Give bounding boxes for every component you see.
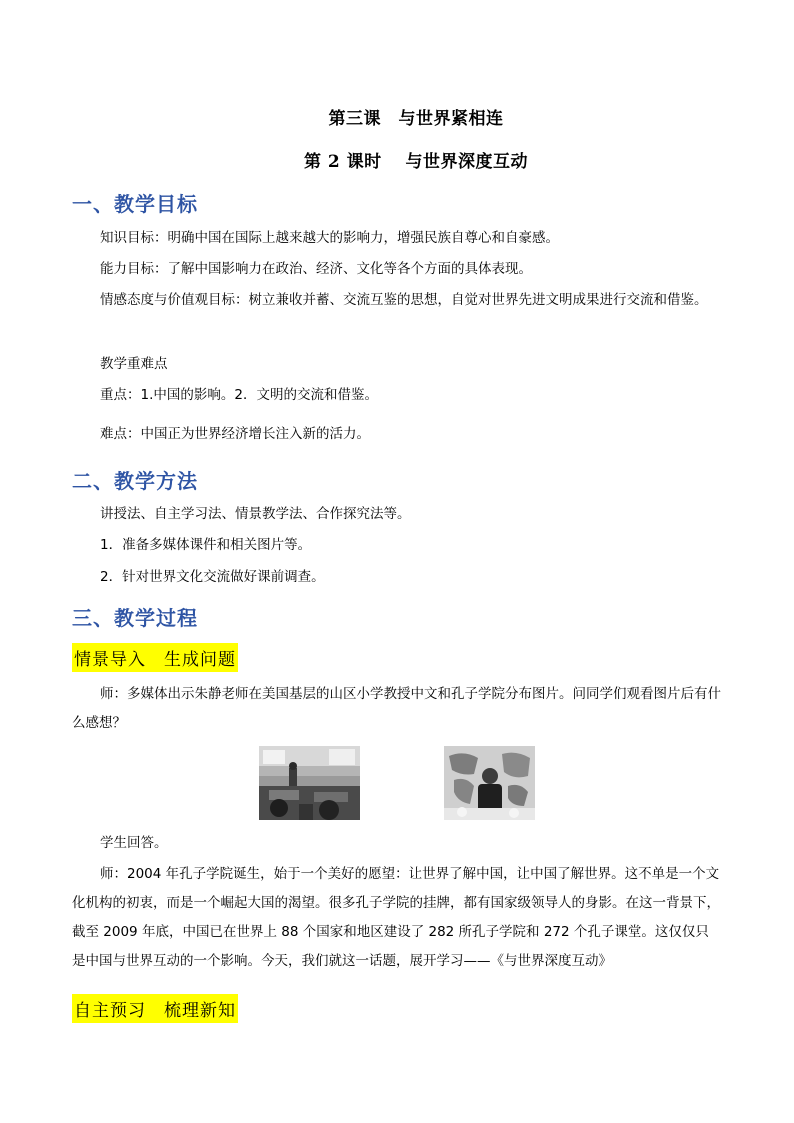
goal-ability: 能力目标：了解中国影响力在政治、经济、文化等各个方面的具体表现。 (100, 261, 532, 277)
highlight-label-preview: 自主预习 梳理新知 (72, 994, 238, 1023)
goal-emotion: 情感态度与价值观目标：树立兼收并蓄、交流互鉴的思想，自觉对世界先进文明成果进行交流和借鉴。 (100, 292, 708, 308)
teacher-paragraph-2: 师：2004 年孔子学院诞生，始于一个美好的愿望：让世界了解中国，让中国了解世界。这不单是一个文化机构的初衷，而是一个崛起大国的渴望。很多孔子学院的挂牌，都有国家级领导人的身影。在这一背景下，截至 2009 年底，中国已在世界上 88 个国家和地区建设了 282 所孔子学院和 272 个孔子课堂。这仅仅只是中国与世界互动的一个影响。今天，我们就这一话题，展开学习——《与世界深度互动》 (72, 866, 720, 969)
section-heading-goals: 一、教学目标 (72, 192, 198, 216)
section-heading-methods: 二、教学方法 (72, 469, 198, 493)
classroom-photo (259, 746, 360, 820)
difficult-point: 难点：中国正为世界经济增长注入新的活力。 (100, 426, 370, 442)
lesson-title: 第三课 与世界紧相连 (328, 109, 504, 129)
teacher-paragraph-1: 师：多媒体出示朱静老师在美国基层的山区小学教授中文和孔子学院分布图片。问同学们观看图片后有什么感想？ (72, 686, 721, 731)
lesson-subtitle: 第 2 课时 与世界深度互动 (303, 152, 529, 172)
key-points-label: 教学重难点 (100, 356, 168, 372)
world-map-photo (444, 746, 535, 820)
methods-line1: 讲授法、自主学习法、情景教学法、合作探究法等。 (100, 506, 411, 522)
key-point: 重点：1.中国的影响。2．文明的交流和借鉴。 (100, 387, 378, 403)
section-heading-process: 三、教学过程 (72, 606, 198, 630)
methods-line2: 1．准备多媒体课件和相关图片等。 (100, 537, 312, 553)
methods-line3: 2．针对世界文化交流做好课前调查。 (100, 569, 325, 585)
goal-knowledge: 知识目标：明确中国在国际上越来越大的影响力，增强民族自尊心和自豪感。 (100, 230, 559, 246)
highlight-label-intro: 情景导入 生成问题 (72, 643, 238, 672)
student-answer: 学生回答。 (100, 835, 168, 851)
